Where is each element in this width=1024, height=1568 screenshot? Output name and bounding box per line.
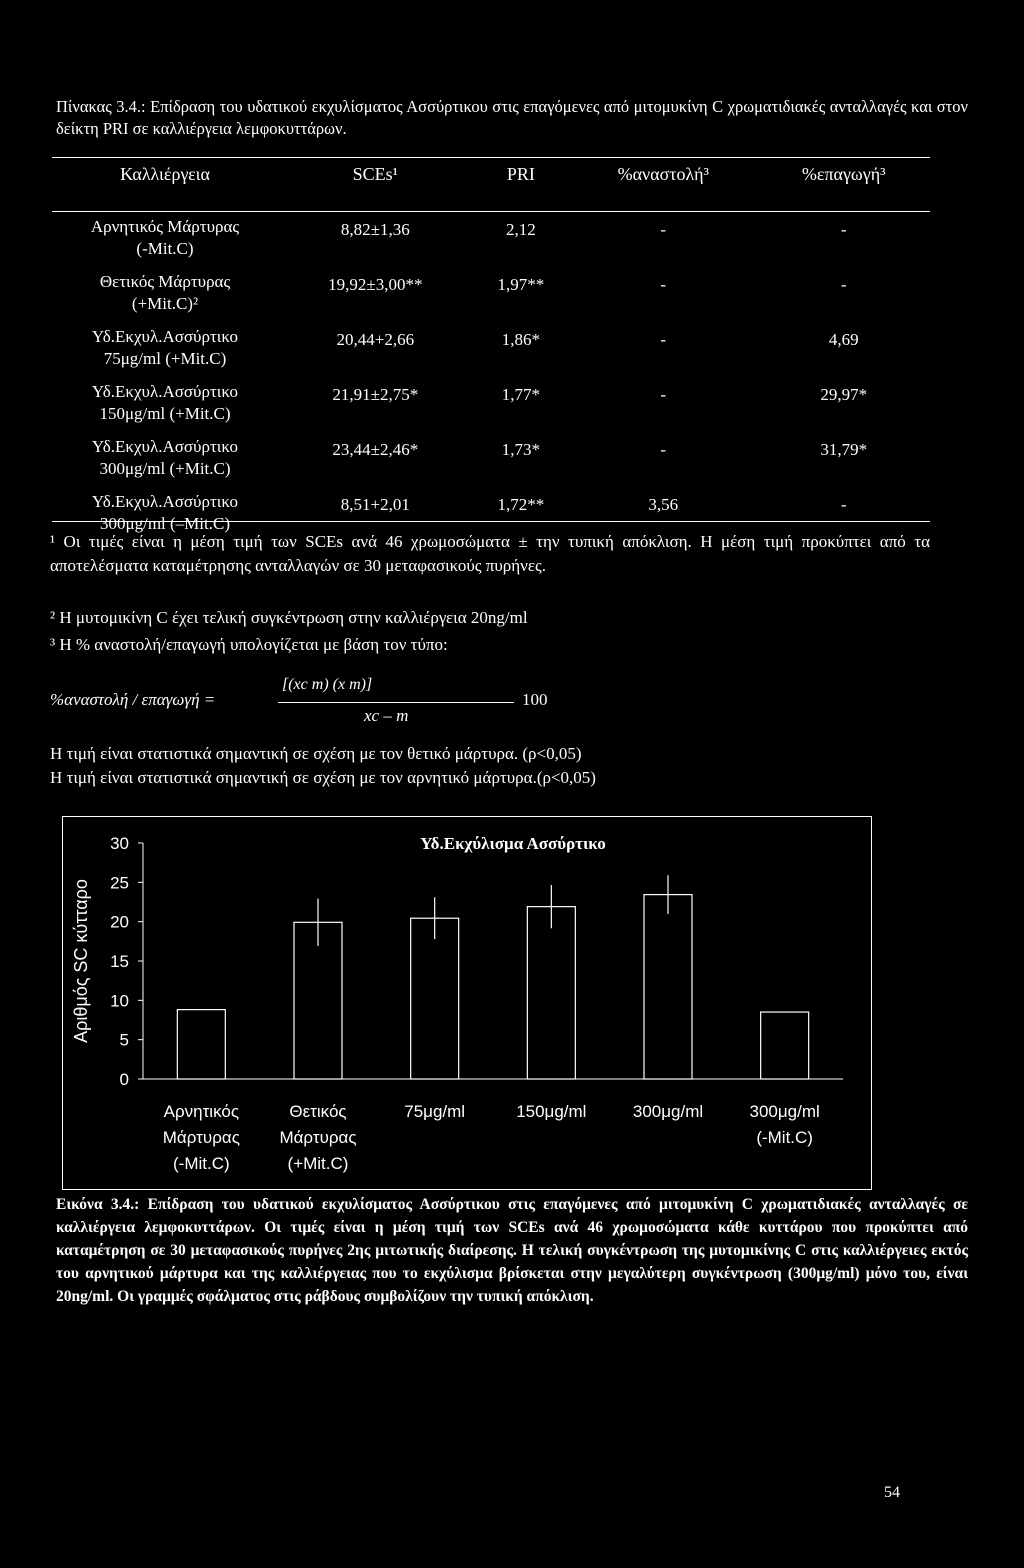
- table-row: [52, 216, 930, 271]
- footnote-3: ³ Η % αναστολή/επαγωγή υπολογίζεται με βάση τον τύπο:: [50, 635, 448, 654]
- table-caption-text: Επίδραση του υδατικού εκχυλίσματος Ασσύρτικου στις επαγόμενες από μιτομυκίνη C χρωματιδιακές ανταλλαγές και στον δείκτη PRI σε καλλιέργεια λεμφοκυττάρων.: [56, 97, 969, 138]
- figure-caption: [56, 1193, 968, 1308]
- sces-cell: 8,82±1,36: [340, 220, 410, 239]
- induction-cell: 31,79*: [820, 440, 868, 459]
- x-category-label: 75μg/ml: [404, 1102, 466, 1121]
- culture-name: Υδ.Εκχυλ.Ασσύρτικο: [91, 382, 239, 401]
- bar: [177, 1010, 225, 1079]
- culture-name: Υδ.Εκχυλ.Ασσύρτικο: [91, 327, 239, 346]
- table-row: [52, 381, 930, 436]
- formula-fraction-bar: [278, 702, 514, 703]
- inhibition-cell: 3,56: [648, 495, 679, 514]
- x-category-label: 150μg/ml: [516, 1102, 587, 1121]
- col-header-pri: PRI: [506, 163, 535, 184]
- x-category-label: (-Mit.C): [173, 1154, 230, 1173]
- inhibition-cell: -: [660, 220, 667, 239]
- x-category-label: (-Mit.C): [756, 1128, 813, 1147]
- culture-condition: (+Mit.C)²: [131, 294, 199, 313]
- figure-caption-text: Επίδραση του υδατικού εκχυλίσματος Ασσύρτικου στις επαγόμενες από μιτομυκίνη C χρωματιδιακές ανταλλαγές σε καλλιέργεια λεμφοκυττάρων. Οι τιμές είναι η μέση τιμή των SCEs ανά 46 χρωμοσώματα κάθε κυττάρου που προκύπτει από καταμέτρηση σε 30 μεταφασικούς πυρήνες 2ης μιτωτικής διαίρεσης. Η τελική συγκέντρωση της μυτομικίνης C στις καλλιέργειες εκτός του αρνητικού μάρτυρα και της καλλιέργειας που το εκχύλισμα βρίσκεται στην μεγαλύτερη συγκέντρωση (300μg/ml) μόνο του, είναι 20ng/ml. Οι γραμμές σφάλματος στις ράβδους συμβολίζουν την τυπική απόκλιση.: [56, 1196, 968, 1305]
- culture-condition: 300μg/ml (–Mit.C): [99, 514, 230, 533]
- y-tick-label: 5: [119, 1030, 129, 1050]
- y-tick-label: 10: [110, 991, 129, 1011]
- sces-cell: 19,92±3,00**: [328, 275, 423, 294]
- col-header-inhibition: %αναστολή³: [617, 163, 709, 184]
- sces-cell: 21,91±2,75*: [332, 385, 419, 404]
- col-header-sces: SCEs¹: [352, 163, 399, 184]
- sce-bar-chart: [63, 817, 871, 1189]
- significance-note-negative: Η τιμή είναι στατιστικά σημαντική σε σχέση με τον αρνητικό μάρτυρα.(ρ<0,05): [50, 768, 596, 787]
- inhibition-cell: -: [660, 440, 667, 459]
- culture-condition: 75μg/ml (+Mit.C): [103, 349, 227, 368]
- culture-cell: [52, 326, 278, 381]
- significance-note-positive: Η τιμή είναι στατιστικά σημαντική σε σχέση με τον θετικό μάρτυρα. (ρ<0,05): [50, 744, 582, 763]
- formula-denominator: xc – m: [364, 706, 409, 725]
- bar: [644, 895, 692, 1079]
- pri-cell: 1,86*: [501, 330, 540, 349]
- bar: [761, 1012, 809, 1079]
- y-axis-title: Αριθμός SC κύτταρο: [71, 879, 91, 1043]
- bar: [411, 918, 459, 1079]
- bar: [527, 907, 575, 1079]
- culture-cell: [52, 381, 278, 436]
- y-tick-label: 20: [110, 912, 129, 932]
- x-category-label: Μάρτυρας: [279, 1128, 357, 1147]
- table-row: [52, 326, 930, 381]
- culture-name: Θετικός Μάρτυρας: [99, 272, 231, 291]
- sces-cell: 8,51+2,01: [340, 495, 410, 514]
- x-category-label: (+Mit.C): [287, 1154, 349, 1173]
- pri-cell: 1,97**: [497, 275, 545, 294]
- table-caption: [56, 96, 968, 140]
- culture-name: Υδ.Εκχυλ.Ασσύρτικο: [91, 492, 239, 511]
- culture-condition: 300μg/ml (+Mit.C): [99, 459, 231, 478]
- induction-cell: -: [840, 495, 847, 514]
- inhibition-cell: -: [660, 385, 667, 404]
- sces-cell: 20,44+2,66: [336, 330, 415, 349]
- induction-cell: -: [840, 220, 847, 239]
- culture-condition: (-Mit.C): [136, 239, 194, 258]
- induction-cell: -: [840, 275, 847, 294]
- culture-name: Υδ.Εκχυλ.Ασσύρτικο: [91, 437, 239, 456]
- footnote-1: ¹ Οι τιμές είναι η μέση τιμή των SCEs ανά 46 χρωμοσώματα ± την τυπική απόκλιση. Η μέση τιμή προκύπτει από τα αποτελέσματα καταμέτρησης ανταλλαγών σε 30 μεταφασικούς πυρήνες.: [50, 532, 930, 575]
- sces-cell: 23,44±2,46*: [332, 440, 419, 459]
- formula-numerator: [(xc m) (x m)]: [282, 676, 373, 693]
- pri-cell: 1,72**: [497, 495, 545, 514]
- x-category-label: Μάρτυρας: [162, 1128, 240, 1147]
- table-header-row: [52, 158, 930, 190]
- y-tick-label: 0: [119, 1070, 129, 1089]
- culture-name: Αρνητικός Μάρτυρας: [90, 217, 240, 236]
- y-tick-label: 15: [110, 952, 129, 971]
- table-caption-label: Πίνακας 3.4.:: [56, 97, 146, 116]
- page-number: 54: [884, 1484, 900, 1501]
- sce-table: [52, 158, 930, 546]
- footnote-2: ² Η μυτομικίνη C έχει τελική συγκέντρωση στην καλλιέργεια 20ng/ml: [50, 608, 528, 627]
- inhibition-cell: -: [660, 330, 667, 349]
- culture-cell: [52, 436, 278, 491]
- inhibition-cell: -: [660, 275, 667, 294]
- x-category-label: Θετικός: [289, 1102, 347, 1121]
- table-row: [52, 271, 930, 326]
- formula: [50, 678, 550, 738]
- figure-caption-label: Εικόνα 3.4.:: [56, 1196, 140, 1213]
- culture-cell: [52, 216, 278, 271]
- x-category-label: 300μg/ml: [749, 1102, 820, 1121]
- pri-cell: 1,73*: [501, 440, 540, 459]
- formula-lhs: %αναστολή / επαγωγή =: [50, 690, 216, 709]
- col-header-culture: Καλλιέργεια: [120, 163, 210, 184]
- x-category-label: Αρνητικός: [163, 1102, 240, 1121]
- culture-cell: [52, 271, 278, 326]
- y-tick-label: 25: [110, 873, 129, 893]
- culture-condition: 150μg/ml (+Mit.C): [99, 404, 231, 423]
- pri-cell: 1,77*: [501, 385, 540, 404]
- y-tick-label: 30: [110, 834, 129, 853]
- table-row: [52, 436, 930, 491]
- col-header-induction: %επαγωγή³: [801, 163, 886, 184]
- induction-cell: 4,69: [828, 330, 859, 349]
- formula-multiplier: 100: [522, 690, 548, 709]
- x-category-label: 300μg/ml: [632, 1102, 704, 1121]
- figure-frame: [62, 816, 872, 1190]
- pri-cell: 2,12: [505, 220, 536, 239]
- chart-title: Υδ.Εκχύλισμα Ασσύρτικο: [420, 834, 606, 853]
- induction-cell: 29,97*: [820, 385, 868, 404]
